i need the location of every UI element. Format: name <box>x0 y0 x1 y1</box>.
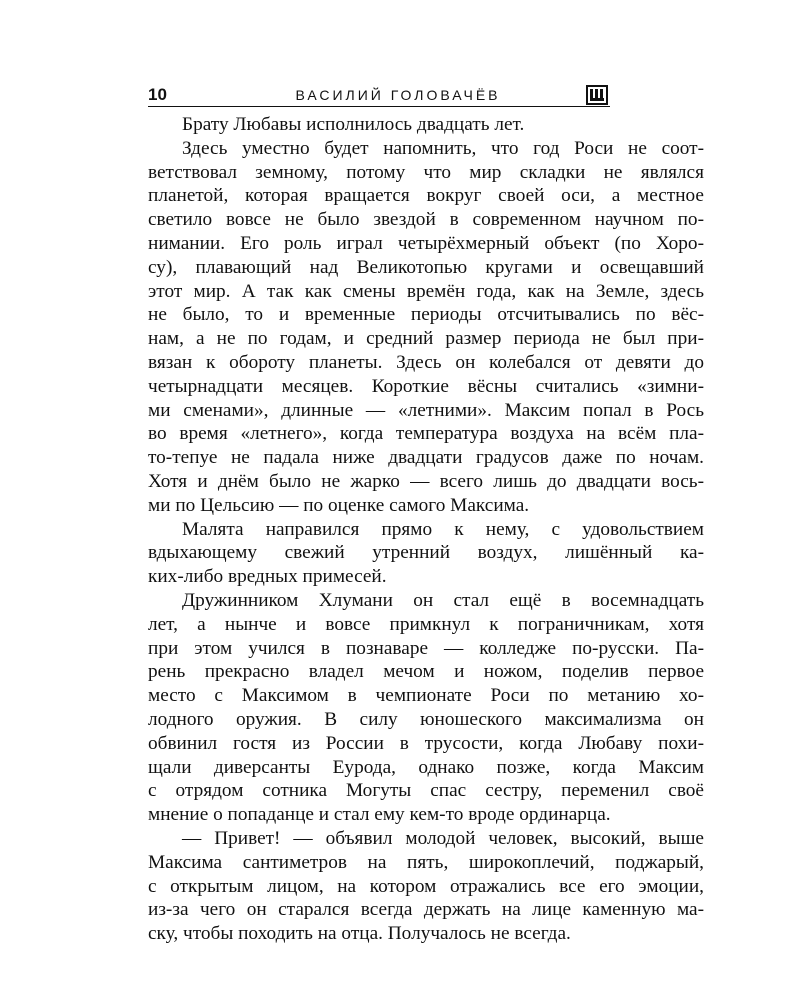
text-line: лет, а нынче и вовсе примкнул к пограничникам, хотя <box>148 613 704 635</box>
text-line: ми по Цельсию — по оценке самого Максима. <box>148 494 530 516</box>
author-name: ВАСИЛИЙ ГОЛОВАЧЁВ <box>295 87 501 103</box>
text-line: во время «летнего», когда температура воздуха на всём пла- <box>148 423 704 445</box>
text-line: нам, а не по годам, и средний размер периода не был при- <box>148 328 704 350</box>
text-line: — Привет! — объявил молодой человек, высокий, выше <box>182 827 704 849</box>
text-line: светило вовсе не было звездой в современном научном по- <box>148 209 704 231</box>
text-line: из-за чего он старался всегда держать на лице каменную ма- <box>148 899 704 921</box>
text-line: с отрядом сотника Могуты спас сестру, переменил своё <box>148 780 704 802</box>
text-line: место с Максимом в чемпионате Роси по метанию хо- <box>148 685 704 707</box>
text-line: при этом учился в познаваре — колледже по-русски. Па- <box>148 637 704 659</box>
text-line: вязан к обороту планеты. Здесь он колебался от девяти до <box>148 351 704 373</box>
text-line: щали диверсанты Еурода, однако позже, когда Максим <box>148 756 704 778</box>
text-line: с открытым лицом, на котором отражались все его эмоции, <box>148 875 704 897</box>
text-line: Дружинником Хлумани он стал ещё в восемнадцать <box>182 589 704 611</box>
text-line: Брату Любавы исполнилось двадцать лет. <box>182 114 525 135</box>
text-line: су), плавающий над Великотопью кругами и освещавший <box>148 256 704 278</box>
text-line: то-тепуе не падала ниже двадцати градусов даже по ночам. <box>148 447 704 469</box>
body-text <box>148 113 704 946</box>
text-line: рень прекрасно владел мечом и ножом, поделив первое <box>148 661 704 683</box>
text-line: лодного оружия. В силу юношеского максимализма он <box>148 708 704 730</box>
text-line: не было, то и временные периоды отсчитывались по вёс- <box>148 304 704 326</box>
text-line: четырнадцати месяцев. Короткие вёсны считались «зимни- <box>148 375 704 397</box>
text-line: Хотя и днём было не жарко — всего лишь до двадцати вось- <box>148 470 704 492</box>
text-line: ску, чтобы походить на отца. Получалось не всегда. <box>148 923 571 945</box>
text-line: вдыхающему свежий утренний воздух, лишённый ка- <box>148 542 704 564</box>
text-line: обвинил гостя из России в трусости, когда Любаву похи- <box>148 732 704 754</box>
publisher-logo-icon <box>586 85 608 105</box>
page-number: 10 <box>148 85 167 104</box>
text-line: ких-либо вредных примесей. <box>148 566 387 588</box>
text-line: ми сменами», длинные — «летними». Максим попал в Рось <box>148 399 704 421</box>
text-line: планетой, которая вращается вокруг своей оси, а местное <box>148 185 704 207</box>
text-line: этот мир. А так как смены времён года, как на Земле, здесь <box>148 280 704 302</box>
text-line: Малята направился прямо к нему, с удовольствием <box>182 518 704 540</box>
header-rule <box>148 106 610 107</box>
text-line: Максима сантиметров на пять, широкоплечий, поджарый, <box>148 851 704 873</box>
text-line: Здесь уместно будет напомнить, что год Роси не соот- <box>182 137 704 159</box>
text-line: мнение о попаданце и стал ему кем-то вроде ординарца. <box>148 804 611 826</box>
text-line: нимании. Его роль играл четырёхмерный объект (по Хоро- <box>148 232 704 254</box>
text-line: ветствовал земному, потому что мир складки не являлся <box>148 161 704 183</box>
running-head <box>148 84 608 106</box>
